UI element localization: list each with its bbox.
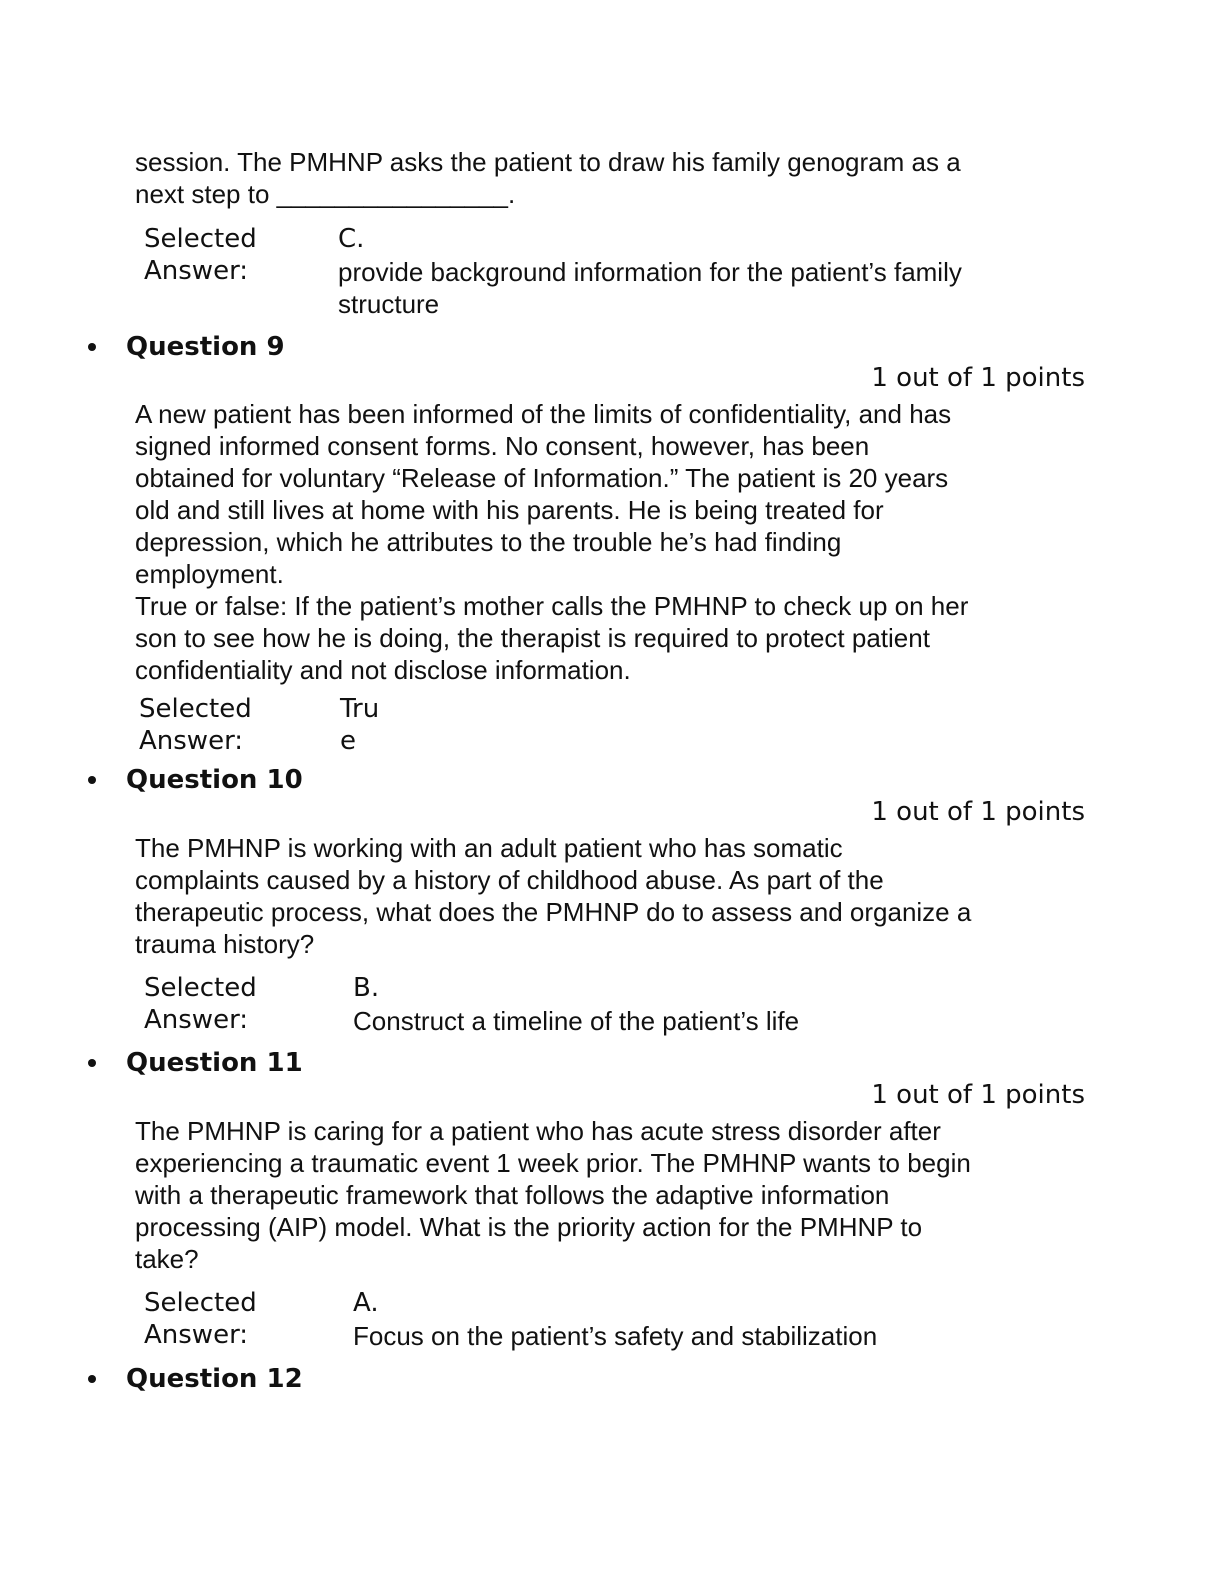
- selected-answer-label: Selected Answer:: [144, 224, 257, 286]
- bullet-icon: [88, 1375, 96, 1383]
- selected-answer-label: Selected Answer:: [144, 973, 257, 1035]
- selected-answer-letter: C.: [338, 224, 365, 254]
- bullet-icon: [88, 1059, 96, 1067]
- question-8-text-continued: session. The PMHNP asks the patient to draw his family genogram as a next step to ________________.: [135, 147, 961, 209]
- question-title: Question 9: [126, 332, 285, 362]
- selected-answer-text: Focus on the patient’s safety and stabilization: [353, 1321, 878, 1351]
- question-points: 1 out of 1 points: [871, 363, 1085, 393]
- selected-answer-label: Selected Answer:: [144, 1288, 257, 1350]
- selected-answer-label: Selected Answer:: [139, 694, 252, 756]
- selected-answer-text: Tru e: [340, 694, 380, 756]
- question-title: Question 10: [126, 765, 303, 795]
- question-points: 1 out of 1 points: [871, 1080, 1085, 1110]
- selected-answer-text: provide background information for the patient’s family structure: [338, 257, 962, 319]
- selected-answer-letter: B.: [353, 973, 380, 1003]
- bullet-icon: [88, 776, 96, 784]
- selected-answer-letter: A.: [353, 1288, 379, 1318]
- question-text: The PMHNP is working with an adult patient who has somatic complaints caused by a history of childhood abuse. As part of the therapeutic process, what does the PMHNP do to assess and organize a trauma history?: [135, 833, 972, 959]
- question-title: Question 12: [126, 1364, 303, 1394]
- question-text: A new patient has been informed of the limits of confidentiality, and has signed informed consent forms. No consent, however, has been obtained for voluntary “Release of Information.” The patient is 20 years old and still lives at home with his parents. He is being treated for depression, which he attributes to the trouble he’s had finding employment. True or false: If the patient’s mother calls the PMHNP to check up on her son to see how he is doing, the therapist is required to protect patient confidentiality and not disclose information.: [135, 399, 969, 685]
- bullet-icon: [88, 343, 96, 351]
- question-text: The PMHNP is caring for a patient who has acute stress disorder after experiencing a traumatic event 1 week prior. The PMHNP wants to begin with a therapeutic framework that follows the adaptive information processing (AIP) model. What is the priority action for the PMHNP to take?: [135, 1116, 971, 1274]
- selected-answer-text: Construct a timeline of the patient’s life: [353, 1006, 800, 1036]
- question-title: Question 11: [126, 1048, 303, 1078]
- question-points: 1 out of 1 points: [871, 797, 1085, 827]
